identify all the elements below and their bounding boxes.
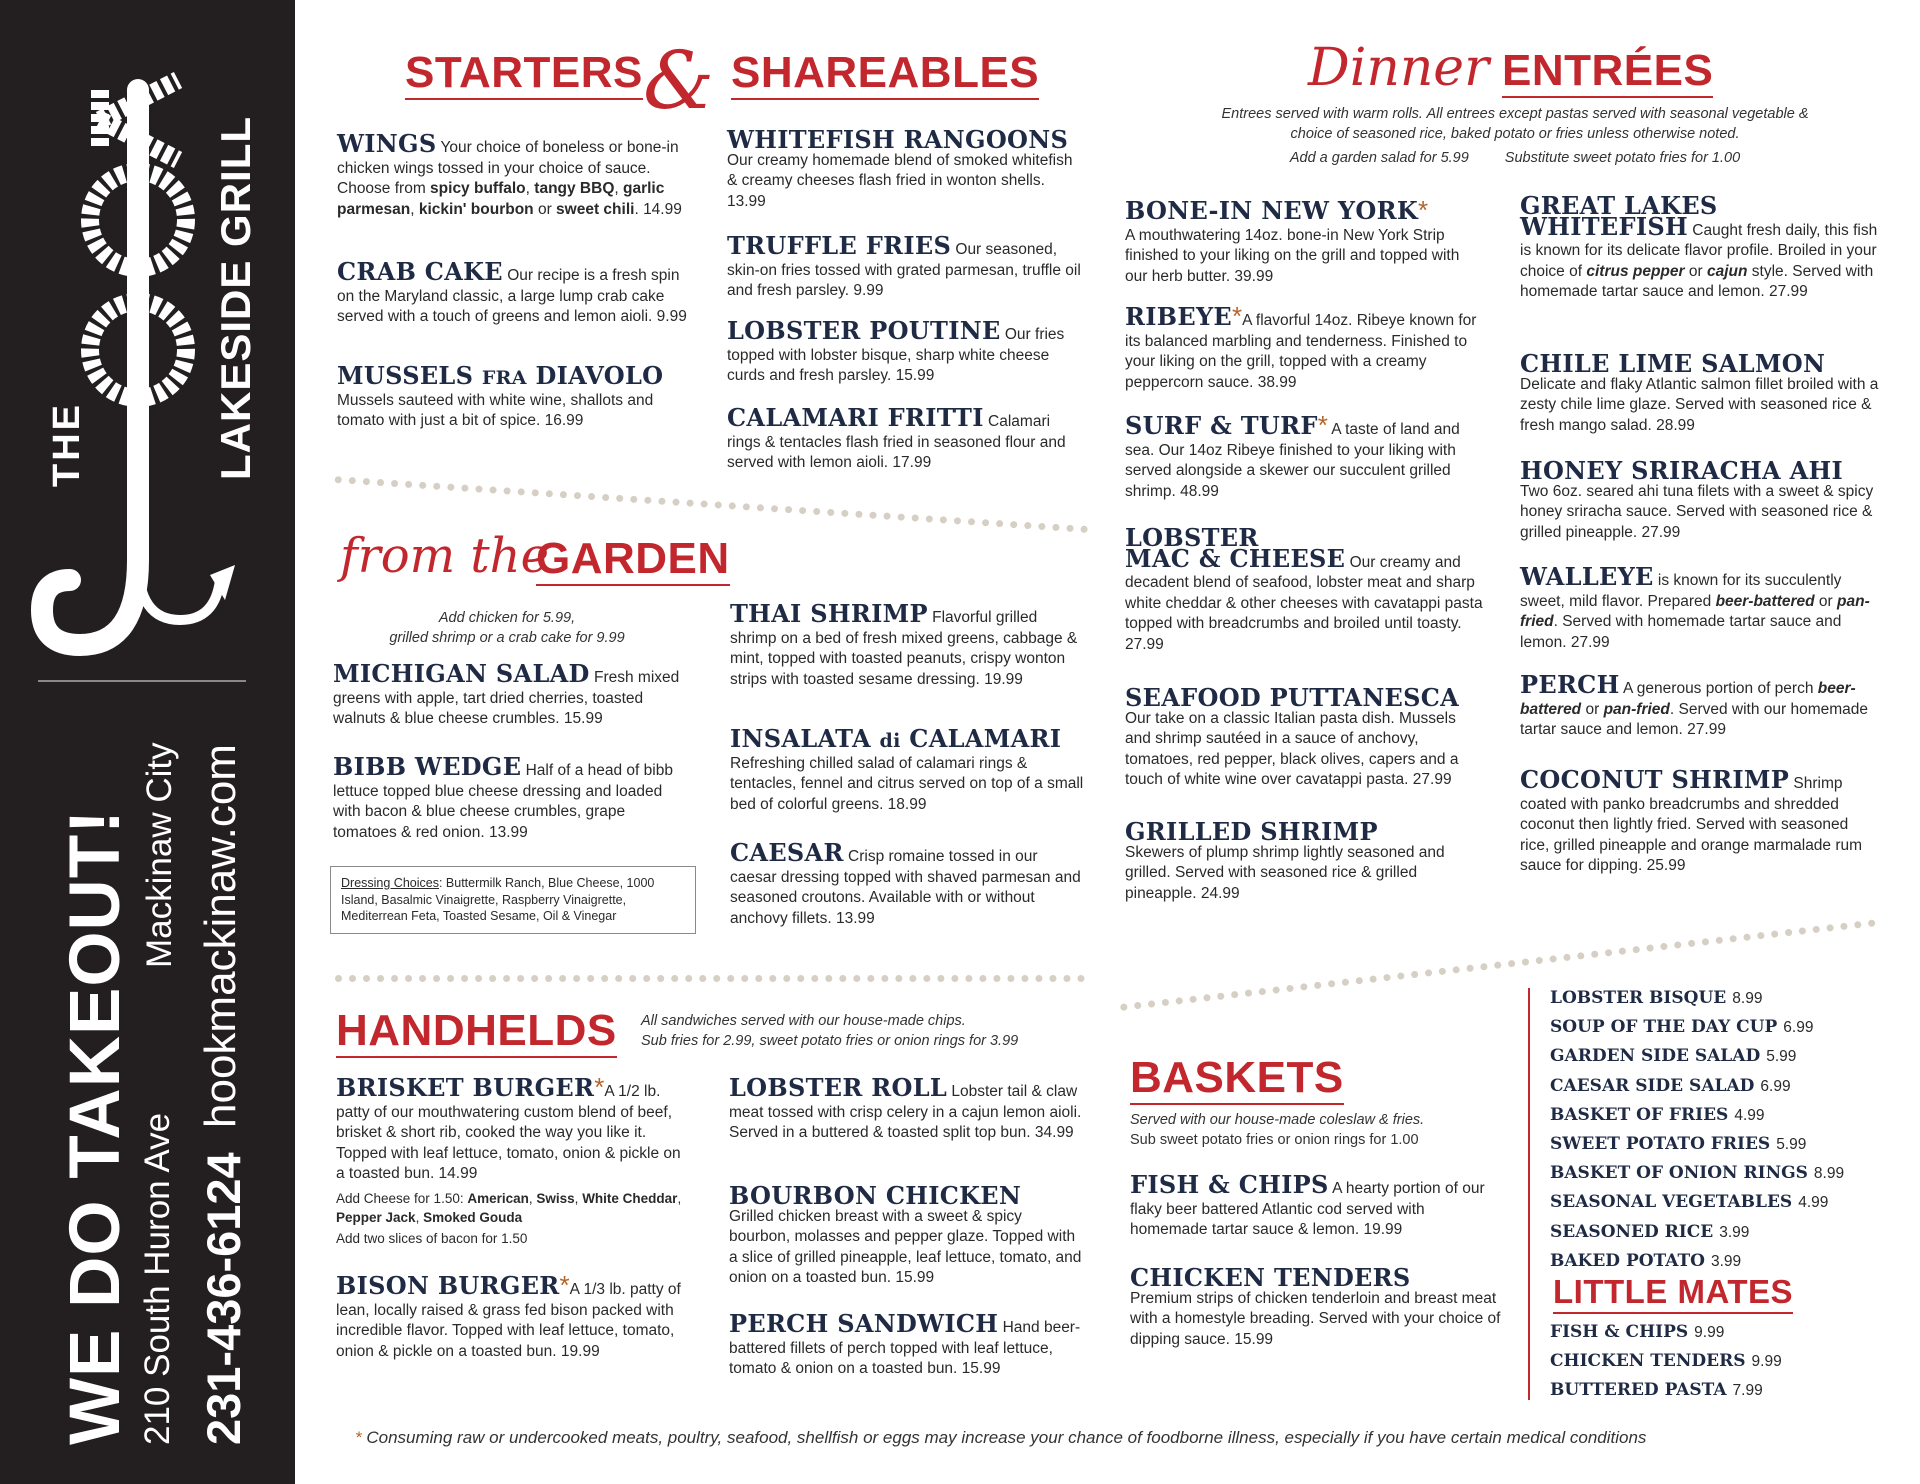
phone-link[interactable]: 231-436-6124 bbox=[197, 1152, 250, 1445]
entrees-title: ENTRÉES bbox=[1502, 48, 1713, 98]
star-icon: * bbox=[1231, 301, 1243, 331]
divider-dots bbox=[335, 476, 1089, 533]
garden-script: from the bbox=[340, 528, 549, 584]
menu-item-lobster-poutine: LOBSTER POUTINE Our fries topped with lobster bisque, sharp white cheese curds and fresh parsley. 15.99 bbox=[727, 316, 1065, 384]
star-icon: * bbox=[1317, 410, 1328, 440]
shareables-title: SHAREABLES bbox=[731, 50, 1039, 100]
menu-item-seafood-puttanesca: SEAFOOD PUTTANESCA Our take on a classic Italian pasta dish. Mussels and shrimp sautéed in a sauce of anchovy, tomatoes, red pepper, black olives, capers and a touch of white wine over cavatappi pasta. 27.99 bbox=[1125, 683, 1460, 788]
entrees-heading bbox=[1308, 40, 1728, 110]
menu-item-great-lakes-whitefish: GREAT LAKES WHITEFISH Caught fresh daily, this fish is known for its delicate flavor profile. Broiled in your choice of citrus pepper or cajun style. Served with homemade tartar sauce and lemon. 27.99 bbox=[1520, 191, 1878, 300]
little-mates-list bbox=[1550, 1318, 1782, 1406]
list-item: CAESAR SIDE SALAD 6.99 bbox=[1550, 1075, 1791, 1096]
menu-item-thai-shrimp: THAI SHRIMP Flavorful grilled shrimp on a bed of fresh mixed greens, cabbage & mint, topped with toasted peanuts, crispy wonton strips with toasted sesame dressing. 19.99 bbox=[730, 599, 1078, 688]
menu-item-grilled-shrimp: GRILLED SHRIMP Skewers of plump shrimp lightly seasoned and grilled. Served with seasoned rice & grilled pineapple. 24.99 bbox=[1125, 817, 1445, 902]
baskets-note: Served with our house-made coleslaw & fries. Sub sweet potato fries or onion rings for 1.00 bbox=[1130, 1112, 1425, 1148]
little-mates-title: LITTLE MATES bbox=[1553, 1275, 1793, 1314]
star-icon: * bbox=[594, 1072, 605, 1102]
divider-dots bbox=[335, 975, 1085, 982]
garden-title: GARDEN bbox=[536, 536, 730, 586]
logo-tagline: LAKESIDE GRILL bbox=[212, 115, 259, 480]
garden-note: Add chicken for 5.99, grilled shrimp or a crab cake for 9.99 bbox=[389, 610, 625, 646]
star-icon: * bbox=[355, 1428, 362, 1447]
list-item: SOUP OF THE DAY CUP 6.99 bbox=[1550, 1017, 1814, 1038]
city-text: Mackinaw City bbox=[140, 742, 179, 968]
list-item: SEASONAL VEGETABLES 4.99 bbox=[1550, 1192, 1829, 1213]
menu-item-surf-turf: SURF & TURF* A taste of land and sea. Our 14oz Ribeye finished to your liking with served alongside a skewer our succulent grilled shrimp. 48.99 bbox=[1125, 410, 1460, 500]
list-item: SWEET POTATO FRIES 5.99 bbox=[1550, 1134, 1807, 1155]
list-item: FISH & CHIPS 9.99 bbox=[1550, 1322, 1725, 1342]
garden-heading bbox=[340, 528, 740, 598]
menu-item-lobster-roll: LOBSTER ROLL Lobster tail & claw meat tossed with crisp celery in a cajun lemon aioli. Served in a buttered & toasted split top bun. 34.99 bbox=[729, 1073, 1082, 1141]
list-item: GARDEN SIDE SALAD 5.99 bbox=[1550, 1046, 1797, 1067]
star-icon: * bbox=[559, 1270, 570, 1300]
list-item: LOBSTER BISQUE 8.99 bbox=[1550, 988, 1763, 1008]
logo bbox=[20, 60, 240, 670]
menu-item-mussels: MUSSELS FRA DIAVOLO Mussels sauteed with white wine, shallots and tomato with just a bit of spice. 16.99 bbox=[337, 361, 664, 429]
sidebar-divider bbox=[38, 680, 246, 682]
menu-item-coconut-shrimp: COCONUT SHRIMP Shrimp coated with panko breadcrumbs and shredded coconut then lightly fried. Served with seasoned rice, grilled pineapple and orange marmalade rum sauce for dipping. 25.99 bbox=[1520, 765, 1863, 874]
menu-item-perch: PERCH A generous portion of perch beer-battered or pan-fried. Served with our homemade tartar sauce and lemon. 27.99 bbox=[1520, 670, 1869, 738]
menu-item-wings: WINGS Your choice of boneless or bone-in chicken wings tossed in your choice of sauce. Choose from spicy buffalo, tangy BBQ, garlic parmesan, kickin' bourbon or sweet chili. 14.99 bbox=[337, 129, 682, 218]
entrees-note: Entrees served with warm rolls. All entrees except pastas served with seasonal vegetable & choice of seasoned rice, baked potato or fries unless otherwise noted. Add a garden salad for 5.99 Substitute sweet potato fries for 1.00 bbox=[1221, 106, 1809, 166]
star-icon: * bbox=[1417, 195, 1429, 225]
takeout-text: WE DO TAKEOUT! bbox=[56, 809, 135, 1445]
menu-item-crab-cake: CRAB CAKE Our recipe is a fresh spin on the Maryland classic, a large lump crab cake served with a touch of greens and lemon aioli. 9.99 bbox=[337, 257, 687, 325]
hook-icon bbox=[20, 60, 240, 670]
item-name: CRAB CAKE bbox=[337, 257, 503, 286]
list-item: BUTTERED PASTA 7.99 bbox=[1550, 1380, 1763, 1401]
menu-item-bourbon-chicken: BOURBON CHICKEN Grilled chicken breast with a sweet & spicy bourbon, molasses and pepper glaze. Topped with a slice of grilled pineapple, leaf lettuce, tomato, and onion on a toasted bun. 15.99 bbox=[729, 1181, 1082, 1286]
list-item: BASKET OF FRIES 4.99 bbox=[1550, 1104, 1765, 1125]
list-item: BASKET OF ONION RINGS 8.99 bbox=[1550, 1163, 1845, 1184]
sides-list bbox=[1550, 984, 1844, 1276]
menu-item-lobster-mac: LOBSTER MAC & CHEESE Our creamy and decadent blend of seafood, lobster meat and sharp white cheddar & other cheeses with cavatappi pasta topped with breadcrumbs and broiled until toasty. 27.99 bbox=[1125, 523, 1483, 653]
starters-ampersand: & bbox=[643, 34, 715, 127]
menu-item-caesar: CAESAR Crisp romaine tossed in our caesar dressing topped with shaved parmesan and seasoned croutons. Available with or without anchovy fillets. 13.99 bbox=[730, 838, 1081, 927]
menu-item-brisket-burger: BRISKET BURGER*A 1/2 lb. patty of our mouthwatering custom blend of beef, brisket & short rib, cooked the way you like it. Topped with leaf lettuce, tomato, onion & pickle on a toasted bun. 14.99 Add Cheese for 1.50: American, Swiss, White Cheddar, Pepper Jack, Smoked Gouda Add two slices of bacon for 1.50 bbox=[336, 1077, 691, 1248]
item-name: WINGS bbox=[337, 129, 437, 158]
menu-item-fish-chips: FISH & CHIPS A hearty portion of our flaky beer battered Atlantic cod served with homemade tartar sauce & lemon. 19.99 bbox=[1130, 1170, 1485, 1238]
menu-item-michigan-salad: MICHIGAN SALAD Fresh mixed greens with apple, tart dried cherries, toasted walnuts & blue cheese crumbles. 15.99 bbox=[333, 659, 680, 727]
handhelds-title: HANDHELDS bbox=[336, 1008, 617, 1058]
bacon-option: Add two slices of bacon for 1.50 bbox=[336, 1230, 528, 1246]
menu-item-ribeye: RIBEYE*A flavorful 14oz. Ribeye known for its balanced marbling and tenderness. Finished to your liking on the grill, topped with a creamy peppercorn sauce. 38.99 bbox=[1125, 301, 1477, 391]
menu-item-honey-sriracha-ahi: HONEY SRIRACHA AHI Two 6oz. seared ahi tuna filets with a sweet & spicy honey sriracha sauce. Served with seasoned rice & grilled pineapple. 27.99 bbox=[1520, 456, 1874, 541]
menu-item-insalata-calamari: INSALATA di CALAMARI Refreshing chilled salad of calamari rings & tentacles, fennel and citrus served on top of a small bed of colorful greens. 18.99 bbox=[730, 724, 1084, 813]
starters-title: STARTERS bbox=[405, 50, 643, 100]
list-item: SEASONED RICE 3.99 bbox=[1550, 1221, 1750, 1242]
menu-item-chile-lime-salmon: CHILE LIME SALMON Delicate and flaky Atlantic salmon fillet broiled with a zesty chile lime glaze. Served with seasoned rice & fresh mango salad. 28.99 bbox=[1520, 349, 1879, 434]
menu-item-whitefish-rangoons: WHITEFISH RANGOONS Our creamy homemade blend of smoked whitefish & creamy cheeses flash fried in wonton shells. 13.99 bbox=[727, 125, 1073, 210]
footer-disclaimer: * Consuming raw or undercooked meats, poultry, seafood, shellfish or eggs may increase your chance of foodborne illness, especially if you have certain medical conditions bbox=[355, 1428, 1647, 1447]
starters-heading bbox=[405, 34, 1040, 127]
menu-item-bison-burger: BISON BURGER*A 1/3 lb. patty of lean, locally raised & grass fed bison packed with incredible flavor. Topped with leaf lettuce, tomato, onion & pickle on a toasted bun. 19.99 bbox=[336, 1270, 681, 1360]
logo-the: THE bbox=[46, 402, 88, 487]
baskets-title: BASKETS bbox=[1130, 1055, 1344, 1105]
menu-item-calamari-fritti: CALAMARI FRITTI Calamari rings & tentacles flash fried in seasoned flour and served with lemon aioli. 17.99 bbox=[727, 403, 1066, 471]
menu-item-perch-sandwich: PERCH SANDWICH Hand beer-battered fillets of perch topped with leaf lettuce, tomato & onion on a toasted bun. 15.99 bbox=[729, 1309, 1081, 1377]
list-item: BAKED POTATO 3.99 bbox=[1550, 1250, 1742, 1271]
dressing-choices-box: Dressing Choices: Buttermilk Ranch, Blue Cheese, 1000 Island, Basalmic Vinaigrette, Raspberry Vinaigrette, Mediterrean Feta, Toasted Sesame, Oil & Vinegar bbox=[330, 866, 696, 934]
entrees-script: Dinner bbox=[1308, 38, 1489, 98]
sides-rule bbox=[1528, 988, 1530, 1400]
menu-item-bone-in-new-york: BONE-IN NEW YORK* A mouthwatering 14oz. bone-in New York Strip finished to your liking on the grill and topped with our herb butter. 39.99 bbox=[1125, 195, 1460, 285]
handhelds-note: All sandwiches served with our house-made chips. Sub fries for 2.99, sweet potato fries or onion rings for 3.99 bbox=[641, 1013, 1019, 1049]
address-text: 210 South Huron Ave bbox=[138, 1112, 177, 1445]
menu-item-chicken-tenders: CHICKEN TENDERS Premium strips of chicken tenderloin and breast meat with a homestyle breading. Served with your choice of dipping sauce. 15.99 bbox=[1130, 1263, 1501, 1348]
sidebar bbox=[0, 0, 295, 1484]
menu-item-bibb-wedge: BIBB WEDGE Half of a head of bibb lettuce topped blue cheese dressing and loaded with bacon & blue cheese crumbles, grape tomatoes & red onion. 13.99 bbox=[333, 752, 673, 841]
menu-item-walleye: WALLEYE is known for its succulently sweet, mild flavor. Prepared beer-battered or pan-fried. Served with homemade tartar sauce and lemon. 27.99 bbox=[1520, 562, 1870, 651]
menu-item-truffle-fries: TRUFFLE FRIES Our seasoned, skin-on fries tossed with grated parmesan, truffle oil and fresh parsley. 9.99 bbox=[727, 231, 1081, 299]
cheese-options: Add Cheese for 1.50: American, Swiss, White Cheddar, Pepper Jack, Smoked Gouda bbox=[336, 1190, 682, 1225]
website-link[interactable]: hookmackinaw.com bbox=[196, 744, 245, 1128]
list-item: CHICKEN TENDERS 9.99 bbox=[1550, 1351, 1782, 1372]
